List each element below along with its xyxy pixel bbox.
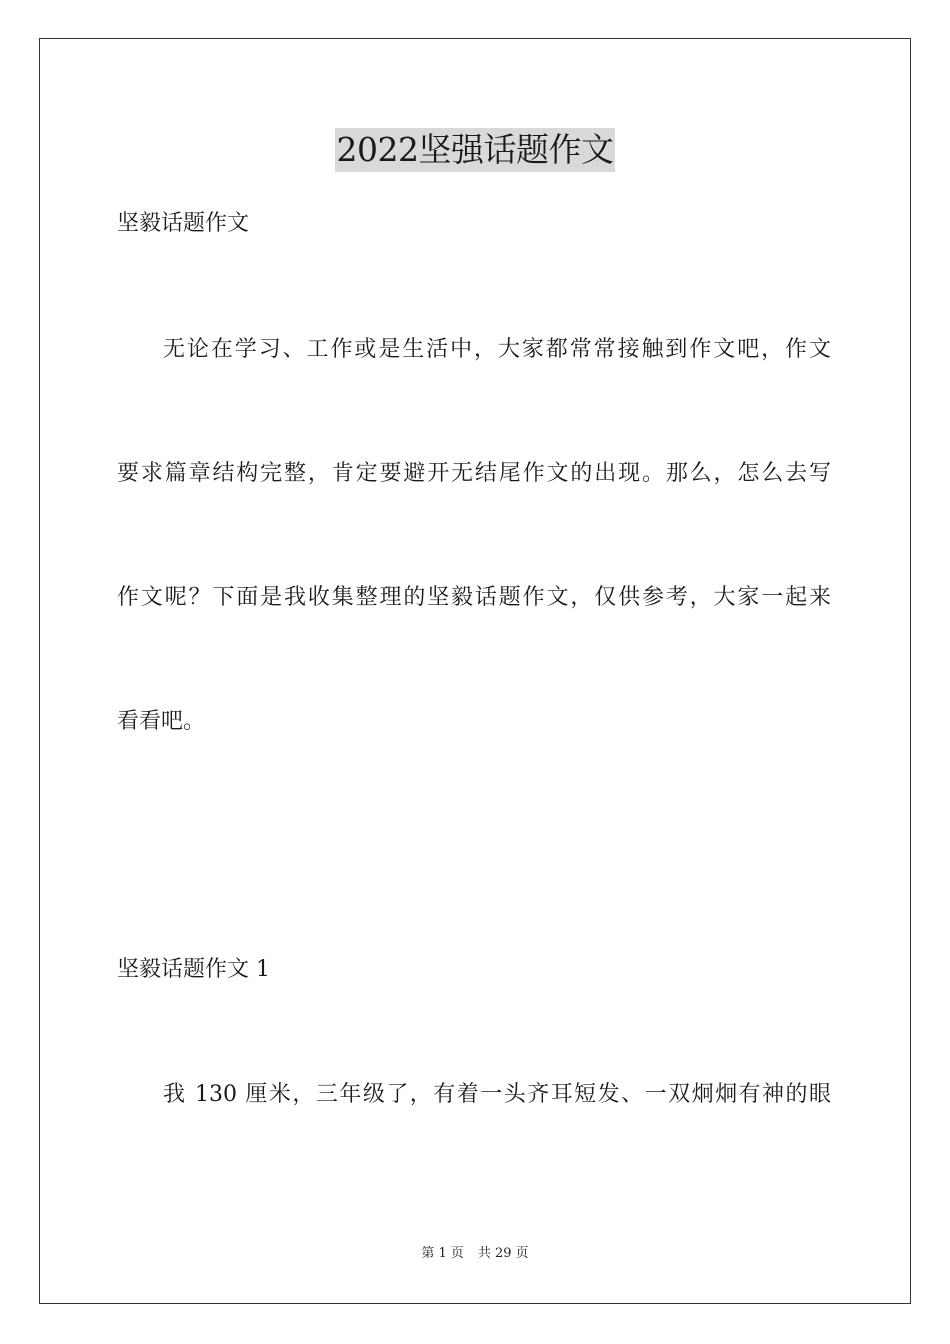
title-wrap [0,128,950,172]
subheading: 坚毅话题作文 [117,211,250,236]
section-line-1: 我 130 厘米，三年级了，有着一头齐耳短发、一双炯炯有神的眼 [163,1082,831,1107]
intro-line-1: 无论在学习、工作或是生活中，大家都常常接触到作文吧，作文 [163,337,831,362]
intro-line-3: 作文呢？下面是我收集整理的坚毅话题作文，仅供参考，大家一起来 [117,585,831,610]
intro-line-2: 要求篇章结构完整，肯定要避开无结尾作文的出现。那么，怎么去写 [117,461,831,486]
page-current: 第 1 页 [421,1246,464,1261]
page-total: 共 29 页 [477,1246,529,1261]
section-heading: 坚毅话题作文 1 [117,957,270,982]
page-footer [0,1245,950,1263]
document-title: 2022坚强话题作文 [335,128,616,172]
intro-line-4: 看看吧。 [117,709,206,734]
